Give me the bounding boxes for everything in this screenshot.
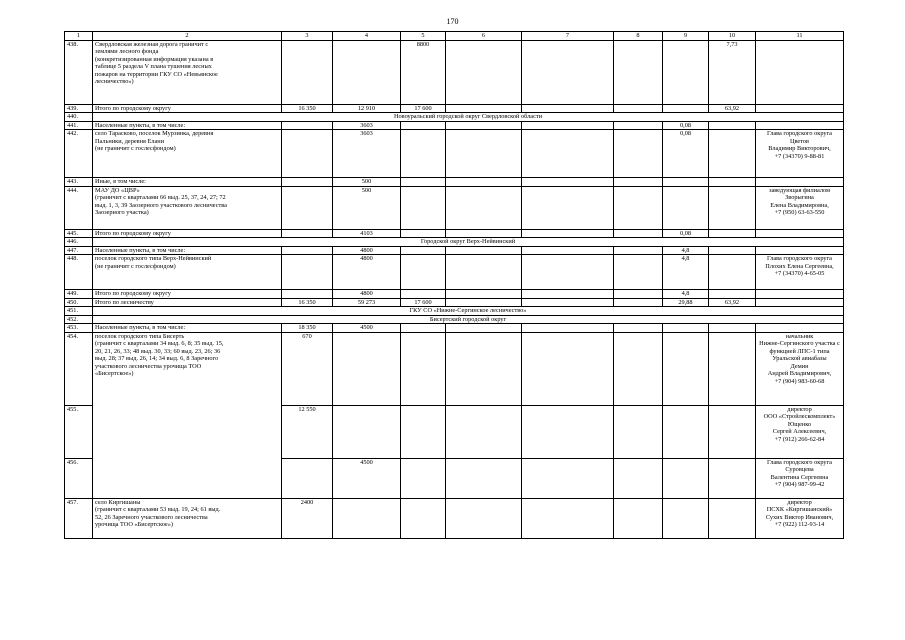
cell-c6: [446, 298, 522, 307]
section-row: [65, 315, 844, 324]
cell-c7: [522, 255, 614, 290]
row-number: 446.: [65, 238, 93, 247]
table-row: [65, 255, 844, 290]
page-number: 170: [446, 17, 459, 26]
cell-c10: [709, 246, 756, 255]
cell-c6: [446, 178, 522, 187]
row-description: Итого по городскому округу: [93, 290, 282, 299]
row-description: Итого по городскому округу: [93, 104, 282, 113]
row-number: 454.: [65, 332, 93, 405]
cell-c6: [446, 121, 522, 130]
row-number: 457.: [65, 498, 93, 538]
row-description: Итого по лесничеству: [93, 298, 282, 307]
cell-c6: [446, 40, 522, 104]
cell-c7: [522, 121, 614, 130]
cell-c5: [401, 255, 446, 290]
cell-c3: 670: [282, 332, 333, 405]
table-row: [65, 332, 844, 405]
cell-c6: [446, 246, 522, 255]
cell-c7: [522, 130, 614, 178]
header-cell: 9: [663, 32, 709, 41]
row-number: 439.: [65, 104, 93, 113]
cell-c11: заведующая филиалом Зворыгина Елена Владимировна, +7 (950) 63-63-550: [756, 186, 844, 229]
table-row: [65, 229, 844, 238]
cell-c7: [522, 458, 614, 498]
cell-c4: 4800: [333, 246, 401, 255]
cell-c4: 4800: [333, 255, 401, 290]
row-description: поселок городского типа Бисерть (граничит с кварталами 34 выд. 6, 8; 35 выд. 15, 20, 21, 26, 33; 48 выд. 30, 33; 60 выд. 23, 26; 36 выд. 28; 37 выд. 26, 14; 34 выд. 6, 8 Заречного участкового лесничества урочища ТОО «Бисертское»): [93, 332, 282, 498]
cell-c11: [756, 104, 844, 113]
cell-c6: [446, 458, 522, 498]
cell-c10: 63,92: [709, 298, 756, 307]
cell-c6: [446, 324, 522, 333]
cell-c5: [401, 458, 446, 498]
cell-c5: [401, 324, 446, 333]
row-number: 443.: [65, 178, 93, 187]
cell-c4: 500: [333, 178, 401, 187]
cell-c10: [709, 121, 756, 130]
cell-c5: 8800: [401, 40, 446, 104]
table-row: [65, 298, 844, 307]
cell-c9: 4,8: [663, 246, 709, 255]
cell-c8: [614, 255, 663, 290]
cell-c3: [282, 40, 333, 104]
cell-c7: [522, 40, 614, 104]
header-cell: 10: [709, 32, 756, 41]
row-description: Иные, в том числе:: [93, 178, 282, 187]
cell-c9: [663, 332, 709, 405]
cell-c11: [756, 229, 844, 238]
row-number: 450.: [65, 298, 93, 307]
cell-c8: [614, 186, 663, 229]
table-row: [65, 498, 844, 538]
cell-c7: [522, 246, 614, 255]
section-title: ГКУ СО «Нижне-Сергинское лесничество»: [93, 307, 844, 316]
cell-c9: [663, 458, 709, 498]
header-cell: 3: [282, 32, 333, 41]
cell-c9: 4,8: [663, 290, 709, 299]
cell-c10: [709, 130, 756, 178]
cell-c8: [614, 405, 663, 458]
cell-c8: [614, 458, 663, 498]
cell-c11: [756, 298, 844, 307]
row-number: 445.: [65, 229, 93, 238]
cell-c8: [614, 332, 663, 405]
row-number: 447.: [65, 246, 93, 255]
cell-c9: 29,88: [663, 298, 709, 307]
cell-c7: [522, 298, 614, 307]
cell-c3: [282, 246, 333, 255]
cell-c4: [333, 498, 401, 538]
cell-c9: [663, 40, 709, 104]
cell-c11: [756, 246, 844, 255]
cell-c8: [614, 178, 663, 187]
cell-c11: [756, 324, 844, 333]
cell-c4: 59 273: [333, 298, 401, 307]
cell-c4: [333, 40, 401, 104]
section-row: [65, 113, 844, 122]
cell-c10: [709, 178, 756, 187]
cell-c7: [522, 104, 614, 113]
cell-c6: [446, 229, 522, 238]
cell-c10: 7,73: [709, 40, 756, 104]
cell-c11: [756, 178, 844, 187]
cell-c4: 4500: [333, 324, 401, 333]
cell-c10: [709, 255, 756, 290]
header-cell: 7: [522, 32, 614, 41]
cell-c11: Глава городского округа Плохих Елена Сергеевна, +7 (34370) 4-65-05: [756, 255, 844, 290]
cell-c5: [401, 498, 446, 538]
header-cell: 5: [401, 32, 446, 41]
cell-c10: [709, 290, 756, 299]
table-row: [65, 186, 844, 229]
cell-c6: [446, 186, 522, 229]
cell-c4: [333, 332, 401, 405]
cell-c10: [709, 332, 756, 405]
cell-c7: [522, 405, 614, 458]
cell-c6: [446, 405, 522, 458]
row-number: 453.: [65, 324, 93, 333]
cell-c3: [282, 229, 333, 238]
cell-c9: 0,08: [663, 130, 709, 178]
row-number: 449.: [65, 290, 93, 299]
row-description: МАУ ДО «ЦВР» (граничит с кварталами 66 выд. 25, 37, 24, 27; 72 выд. 1, 3, 39 Заозерного участкового лесничества Заозерного участка): [93, 186, 282, 229]
row-number: 441.: [65, 121, 93, 130]
table-row: [65, 324, 844, 333]
header-cell: 6: [446, 32, 522, 41]
cell-c3: [282, 458, 333, 498]
table-row: [65, 290, 844, 299]
cell-c4: 4800: [333, 290, 401, 299]
cell-c9: 0,08: [663, 229, 709, 238]
cell-c4: 4103: [333, 229, 401, 238]
table-row: [65, 246, 844, 255]
cell-c9: 0,08: [663, 121, 709, 130]
cell-c8: [614, 298, 663, 307]
cell-c3: 16 350: [282, 298, 333, 307]
cell-c5: [401, 405, 446, 458]
cell-c11: [756, 121, 844, 130]
row-description: Итого по городскому округу: [93, 229, 282, 238]
row-description: Населенные пункты, в том числе:: [93, 324, 282, 333]
cell-c7: [522, 290, 614, 299]
cell-c9: 4,8: [663, 255, 709, 290]
cell-c11: Глава городского округа Цветов Владимир Викторович, +7 (34370) 9-88-81: [756, 130, 844, 178]
cell-c8: [614, 498, 663, 538]
section-title: Новоуральский городской округ Свердловской области: [93, 113, 844, 122]
cell-c3: [282, 290, 333, 299]
row-number: 451.: [65, 307, 93, 316]
row-description: Населенные пункты, в том числе:: [93, 246, 282, 255]
cell-c4: 4500: [333, 458, 401, 498]
cell-c9: [663, 186, 709, 229]
table-row: [65, 130, 844, 178]
fire-plan-table: [64, 31, 844, 539]
cell-c5: 17 600: [401, 298, 446, 307]
cell-c7: [522, 178, 614, 187]
cell-c5: [401, 186, 446, 229]
section-title: Бисертский городской округ: [93, 315, 844, 324]
cell-c3: [282, 255, 333, 290]
row-description: поселок городского типа Верх-Нейвинский (не граничит с гослесфондом): [93, 255, 282, 290]
row-number: 456.: [65, 458, 93, 498]
cell-c6: [446, 332, 522, 405]
cell-c4: [333, 405, 401, 458]
cell-c5: 17 600: [401, 104, 446, 113]
header-cell: 2: [93, 32, 282, 41]
cell-c4: 500: [333, 186, 401, 229]
table-row: [65, 178, 844, 187]
cell-c3: 18 350: [282, 324, 333, 333]
cell-c7: [522, 324, 614, 333]
row-description: Населенные пункты, в том числе:: [93, 121, 282, 130]
header-cell: 8: [614, 32, 663, 41]
cell-c6: [446, 104, 522, 113]
cell-c4: 12 910: [333, 104, 401, 113]
cell-c9: [663, 104, 709, 113]
cell-c5: [401, 121, 446, 130]
section-row: [65, 238, 844, 247]
cell-c10: [709, 458, 756, 498]
row-description: село Тарасково, поселок Мурзинка, деревня Пальники, деревня Елани (не граничит с гослесфондом): [93, 130, 282, 178]
cell-c11: директор ООО «Стройлескомплект» Ющенко Сергей Алексеевич, +7 (912) 266-62-84: [756, 405, 844, 458]
cell-c8: [614, 246, 663, 255]
cell-c5: [401, 130, 446, 178]
cell-c4: 3603: [333, 121, 401, 130]
row-number: 444.: [65, 186, 93, 229]
cell-c9: [663, 405, 709, 458]
cell-c3: [282, 130, 333, 178]
row-description: село Киргишаны (граничит с кварталами 53 выд. 19, 24; 61 выд. 52, 26 Заречного участкового лесничества урочища ТОО «Бисертское»): [93, 498, 282, 538]
cell-c10: [709, 498, 756, 538]
cell-c10: [709, 405, 756, 458]
header-cell: 4: [333, 32, 401, 41]
section-title: Городской округ Верх-Нейвинский: [93, 238, 844, 247]
cell-c6: [446, 255, 522, 290]
cell-c8: [614, 40, 663, 104]
cell-c8: [614, 130, 663, 178]
cell-c9: [663, 324, 709, 333]
row-number: 448.: [65, 255, 93, 290]
cell-c11: [756, 290, 844, 299]
cell-c3: [282, 121, 333, 130]
row-description: Свердловская железная дорога граничит с землями лесного фонда (конкретизированная информация указана в таблице 5 раздела V плана тушения лесных пожаров на территории ГКУ СО «Невьянское лесничество»): [93, 40, 282, 104]
header-cell: 1: [65, 32, 93, 41]
cell-c8: [614, 290, 663, 299]
cell-c9: [663, 178, 709, 187]
column-number-header: [65, 32, 844, 41]
cell-c3: 16 350: [282, 104, 333, 113]
cell-c11: [756, 40, 844, 104]
cell-c11: директор ПСХК «Киргишанский» Сухих Виктор Иванович, +7 (922) 112-93-14: [756, 498, 844, 538]
cell-c10: 63,92: [709, 104, 756, 113]
cell-c7: [522, 229, 614, 238]
cell-c8: [614, 104, 663, 113]
header-cell: 11: [756, 32, 844, 41]
cell-c6: [446, 130, 522, 178]
cell-c5: [401, 246, 446, 255]
cell-c7: [522, 332, 614, 405]
table-row: [65, 104, 844, 113]
cell-c9: [663, 498, 709, 538]
cell-c10: [709, 324, 756, 333]
table-row: [65, 121, 844, 130]
cell-c4: 3603: [333, 130, 401, 178]
cell-c10: [709, 186, 756, 229]
cell-c3: 12 550: [282, 405, 333, 458]
cell-c11: Глава городского округа Суровцева Валентина Сергеевна +7 (904) 987-99-42: [756, 458, 844, 498]
cell-c11: начальник Нижне-Сергинского участка с функцией ЛПС-1 типа Уральской авиабазы Демин Андрей Владимирович, +7 (904) 983-60-68: [756, 332, 844, 405]
cell-c7: [522, 498, 614, 538]
table-row: [65, 40, 844, 104]
cell-c6: [446, 498, 522, 538]
section-row: [65, 307, 844, 316]
cell-c7: [522, 186, 614, 229]
row-number: 452.: [65, 315, 93, 324]
cell-c3: [282, 186, 333, 229]
cell-c8: [614, 229, 663, 238]
cell-c10: [709, 229, 756, 238]
cell-c8: [614, 121, 663, 130]
cell-c3: 2400: [282, 498, 333, 538]
cell-c5: [401, 178, 446, 187]
cell-c5: [401, 290, 446, 299]
cell-c3: [282, 178, 333, 187]
cell-c5: [401, 332, 446, 405]
row-number: 438.: [65, 40, 93, 104]
cell-c6: [446, 290, 522, 299]
cell-c8: [614, 324, 663, 333]
row-number: 442.: [65, 130, 93, 178]
cell-c5: [401, 229, 446, 238]
row-number: 455.: [65, 405, 93, 458]
row-number: 440.: [65, 113, 93, 122]
